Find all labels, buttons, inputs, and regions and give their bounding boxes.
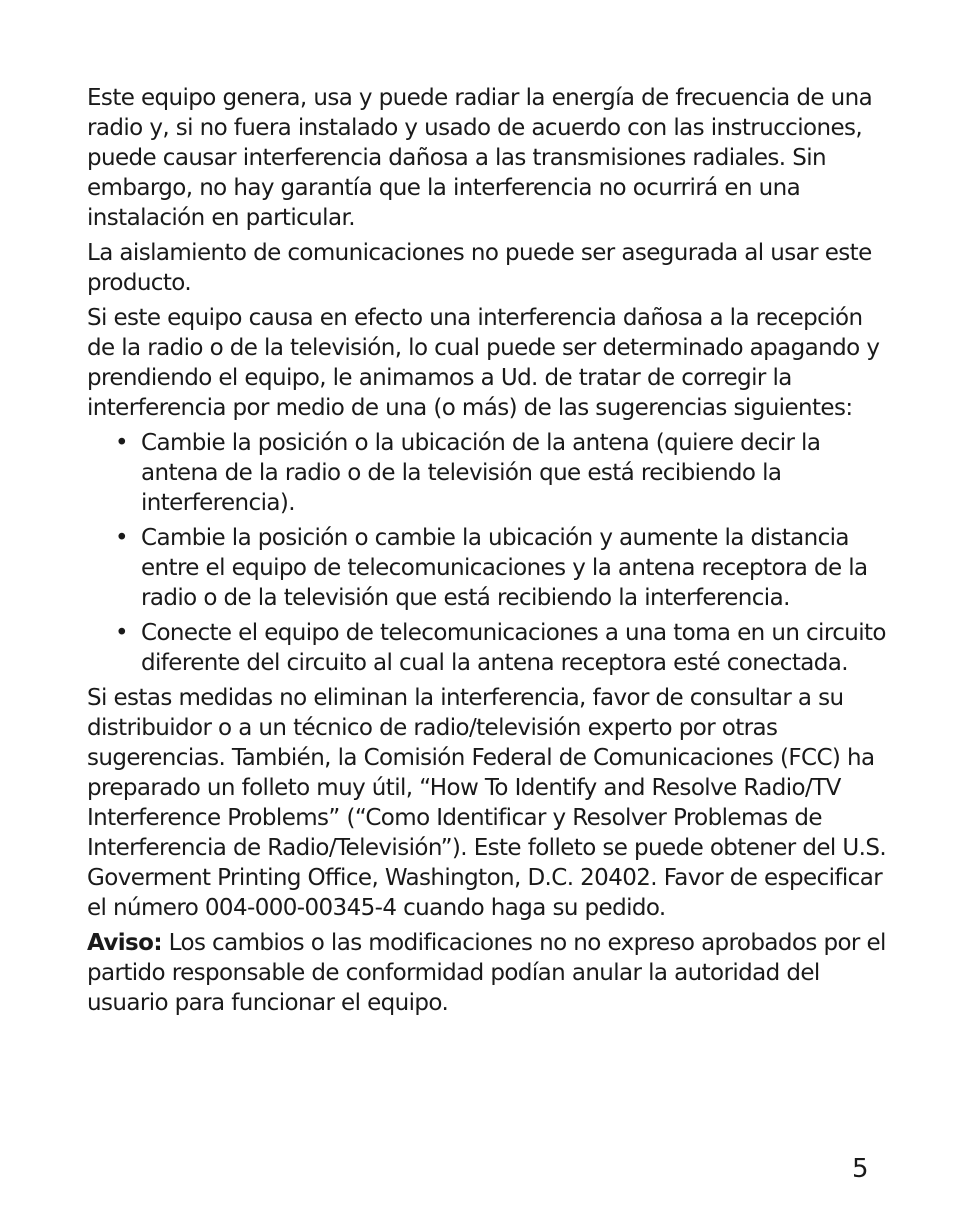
paragraph-equipment-radiation: Este equipo genera, usa y puede radiar la energía de frecuencia de una radio y, si no fuera instalado y usado de acuerdo con las instrucciones, puede causar interferencia dañosa a las transmisiones radiales. Sin embargo, no hay garantía que la interferencia no ocurrirá en una instalación en particular. (87, 85, 873, 231)
notice-paragraph (87, 928, 887, 1018)
bullet-icon: • (115, 620, 128, 646)
list-item (87, 523, 887, 613)
paragraph-interference-correction: Si este equipo causa en efecto una interferencia dañosa a la recepción de la radio o de la televisión, lo cual puede ser determinado apagando y prendiendo el equipo, le animamos a Ud. de tratar de corregir la interferencia por medio de una (o más) de las sugerencias siguientes: (87, 305, 880, 421)
list-item-text: Cambie la posición o cambie la ubicación y aumente la distancia entre el equipo de telecomunicaciones y la antena receptora de la radio o de la televisión que está recibiendo la interferencia. (141, 525, 868, 611)
paragraph-communication-isolation: La aislamiento de comunicaciones no puede ser asegurada al usar este producto. (87, 240, 872, 296)
bullet-icon: • (115, 430, 128, 456)
list-item-text: Conecte el equipo de telecomunicaciones a una toma en un circuito diferente del circuito al cual la antena receptora esté conectada. (141, 620, 886, 676)
suggestions-list (87, 428, 887, 678)
notice-label: Aviso: (87, 930, 162, 956)
paragraph-further-help: Si estas medidas no eliminan la interferencia, favor de consultar a su distribuidor o a un técnico de radio/televisión experto por otras sugerencias. También, la Comisión Federal de Comunicaciones (FCC) ha preparado un folleto muy útil, “How To Identify and Resolve Radio/TV Interference Problems” (“Como Identificar y Resolver Problemas de Interferencia de Radio/Televisión”). Este folleto se puede obtener del U.S. Goverment Printing Office, Washington, D.C. 20402. Favor de especificar el número 004-000-00345-4 cuando haga su pedido. (87, 685, 887, 921)
document-body (87, 83, 887, 1023)
notice-text: Los cambios o las modificaciones no no expreso aprobados por el partido responsable de conformidad podían anular la autoridad del usuario para funcionar el equipo. (87, 930, 886, 1016)
bullet-icon: • (115, 525, 128, 551)
list-item-text: Cambie la posición o la ubicación de la antena (quiere decir la antena de la radio o de la televisión que está recibiendo la interferencia). (141, 430, 821, 516)
list-item (87, 618, 887, 678)
page-number: 5 (852, 1154, 869, 1184)
list-item (87, 428, 887, 518)
